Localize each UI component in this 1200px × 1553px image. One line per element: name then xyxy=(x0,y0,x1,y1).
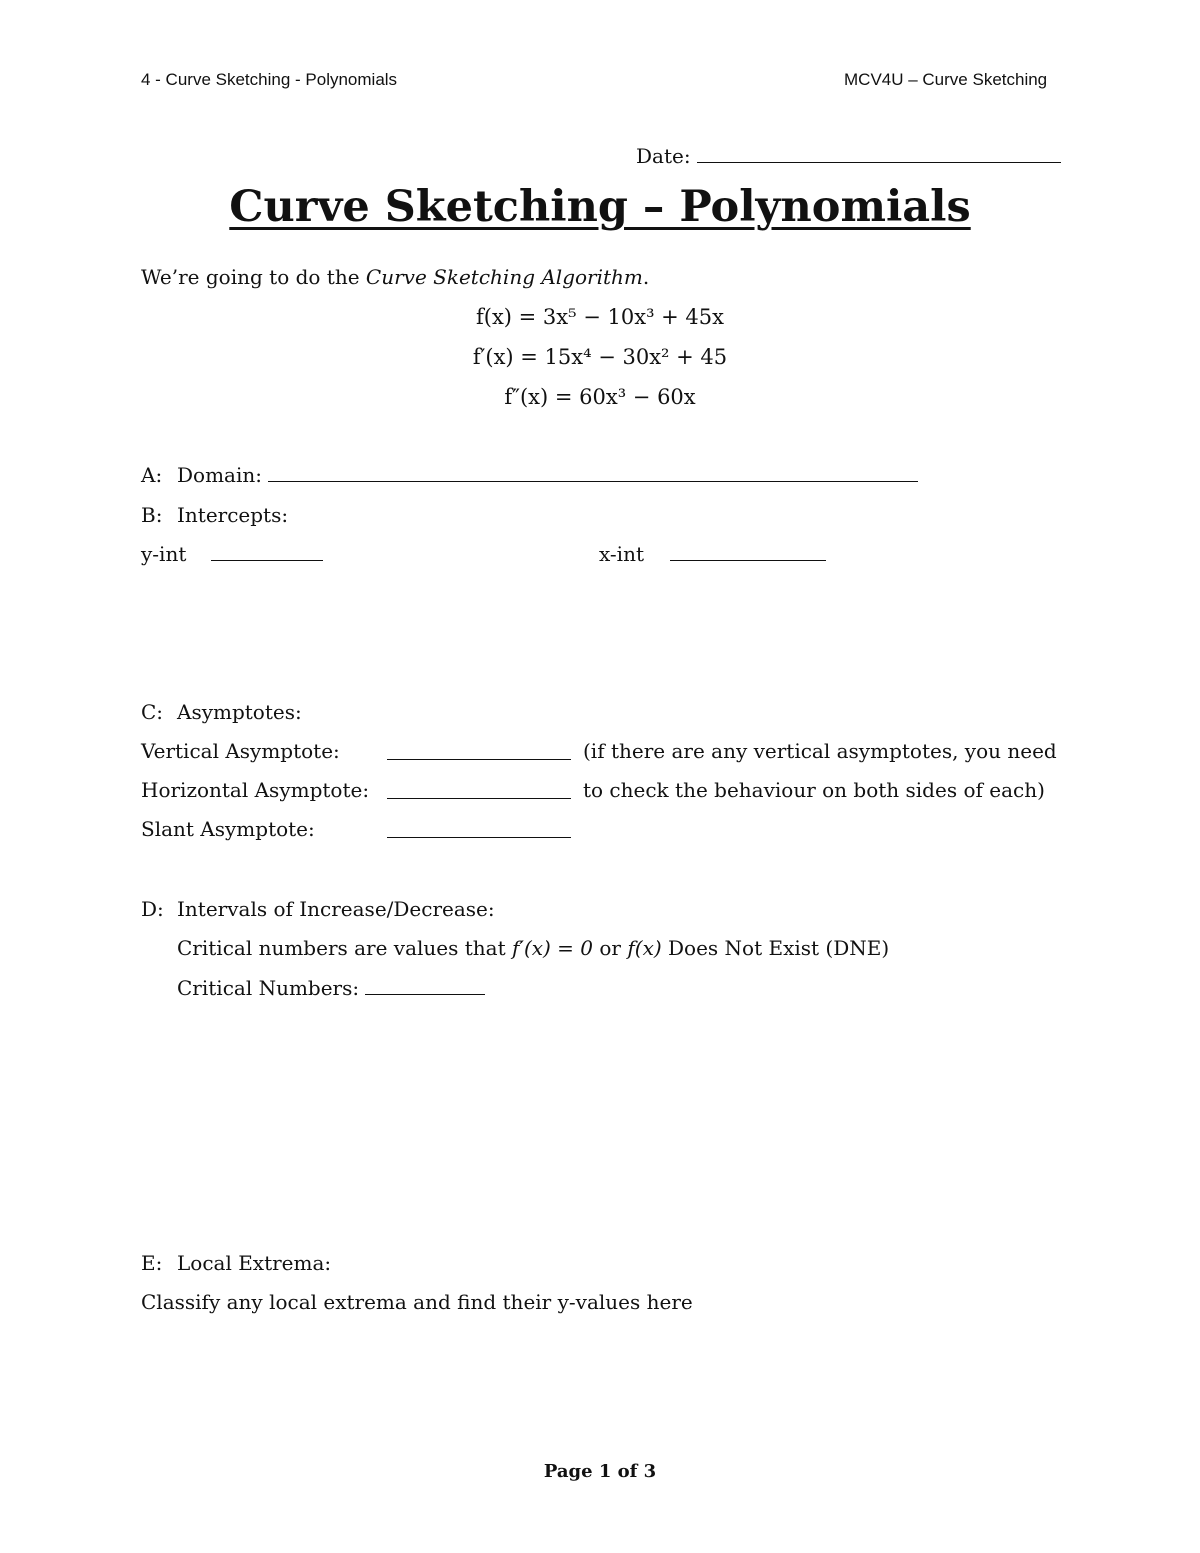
xint-blank xyxy=(670,542,826,561)
section-d-label: Intervals of Increase/Decrease: xyxy=(177,897,495,921)
equation-f-double-prime: f″(x) = 60x³ − 60x xyxy=(504,385,696,409)
crit-def-eq2: f(x) xyxy=(627,936,662,960)
section-c xyxy=(141,700,302,724)
intro-emphasis: Curve Sketching Algorithm xyxy=(365,265,643,289)
critical-definition xyxy=(177,936,889,960)
section-b-label: Intercepts: xyxy=(177,503,289,527)
horizontal-asymptote-blank xyxy=(387,780,571,799)
section-d xyxy=(141,897,495,921)
date-blank xyxy=(697,144,1061,163)
date-row xyxy=(636,144,1061,168)
critical-numbers-label: Critical Numbers: xyxy=(177,976,360,1000)
yint-row xyxy=(141,542,323,566)
section-a xyxy=(141,463,918,487)
intro-suffix: . xyxy=(642,265,650,289)
crit-def-or: or xyxy=(593,936,628,960)
equation-f: f(x) = 3x⁵ − 10x³ + 45x xyxy=(475,305,724,329)
section-a-letter: A: xyxy=(141,463,163,487)
intro-prefix: We’re going to do the xyxy=(141,265,366,289)
intro-text xyxy=(141,265,649,289)
section-e-instruction: Classify any local extrema and find their y-values here xyxy=(141,1290,693,1314)
yint-blank xyxy=(211,542,323,561)
section-a-label: Domain: xyxy=(177,463,262,487)
vertical-asymptote-blank xyxy=(387,741,571,760)
yint-label: y-int xyxy=(141,542,187,566)
section-e-label: Local Extrema: xyxy=(177,1251,332,1275)
critical-numbers-row xyxy=(177,976,485,1000)
horizontal-asymptote-label: Horizontal Asymptote: xyxy=(141,778,370,802)
page-number: Page 1 of 3 xyxy=(543,1461,657,1482)
section-b xyxy=(141,503,288,527)
critical-numbers-blank xyxy=(365,976,485,995)
date-label: Date: xyxy=(636,144,691,168)
slant-asymptote-blank xyxy=(387,819,571,838)
crit-def-suffix: Does Not Exist (DNE) xyxy=(661,936,890,960)
section-c-letter: C: xyxy=(141,700,164,724)
section-c-label: Asymptotes: xyxy=(177,700,302,724)
vertical-asymptote-label: Vertical Asymptote: xyxy=(141,739,340,763)
crit-def-prefix: Critical numbers are values that xyxy=(177,936,512,960)
section-e xyxy=(141,1251,331,1275)
header-right: MCV4U – Curve Sketching xyxy=(844,70,1048,89)
crit-def-eq1: f′(x) = 0 xyxy=(512,936,594,960)
section-b-letter: B: xyxy=(141,503,163,527)
page-title: Curve Sketching – Polynomials xyxy=(229,182,971,232)
header-left: 4 - Curve Sketching - Polynomials xyxy=(141,70,398,89)
xint-label: x-int xyxy=(599,542,644,566)
xint-row xyxy=(599,542,826,566)
asymptote-note-line2: to check the behaviour on both sides of each) xyxy=(583,778,1045,802)
section-d-letter: D: xyxy=(141,897,164,921)
asymptote-note-line1: (if there are any vertical asymptotes, you need xyxy=(583,739,1057,763)
equation-f-prime: f′(x) = 15x⁴ − 30x² + 45 xyxy=(472,345,728,369)
slant-asymptote-label: Slant Asymptote: xyxy=(141,817,315,841)
section-e-letter: E: xyxy=(141,1251,163,1275)
domain-blank xyxy=(268,463,918,482)
